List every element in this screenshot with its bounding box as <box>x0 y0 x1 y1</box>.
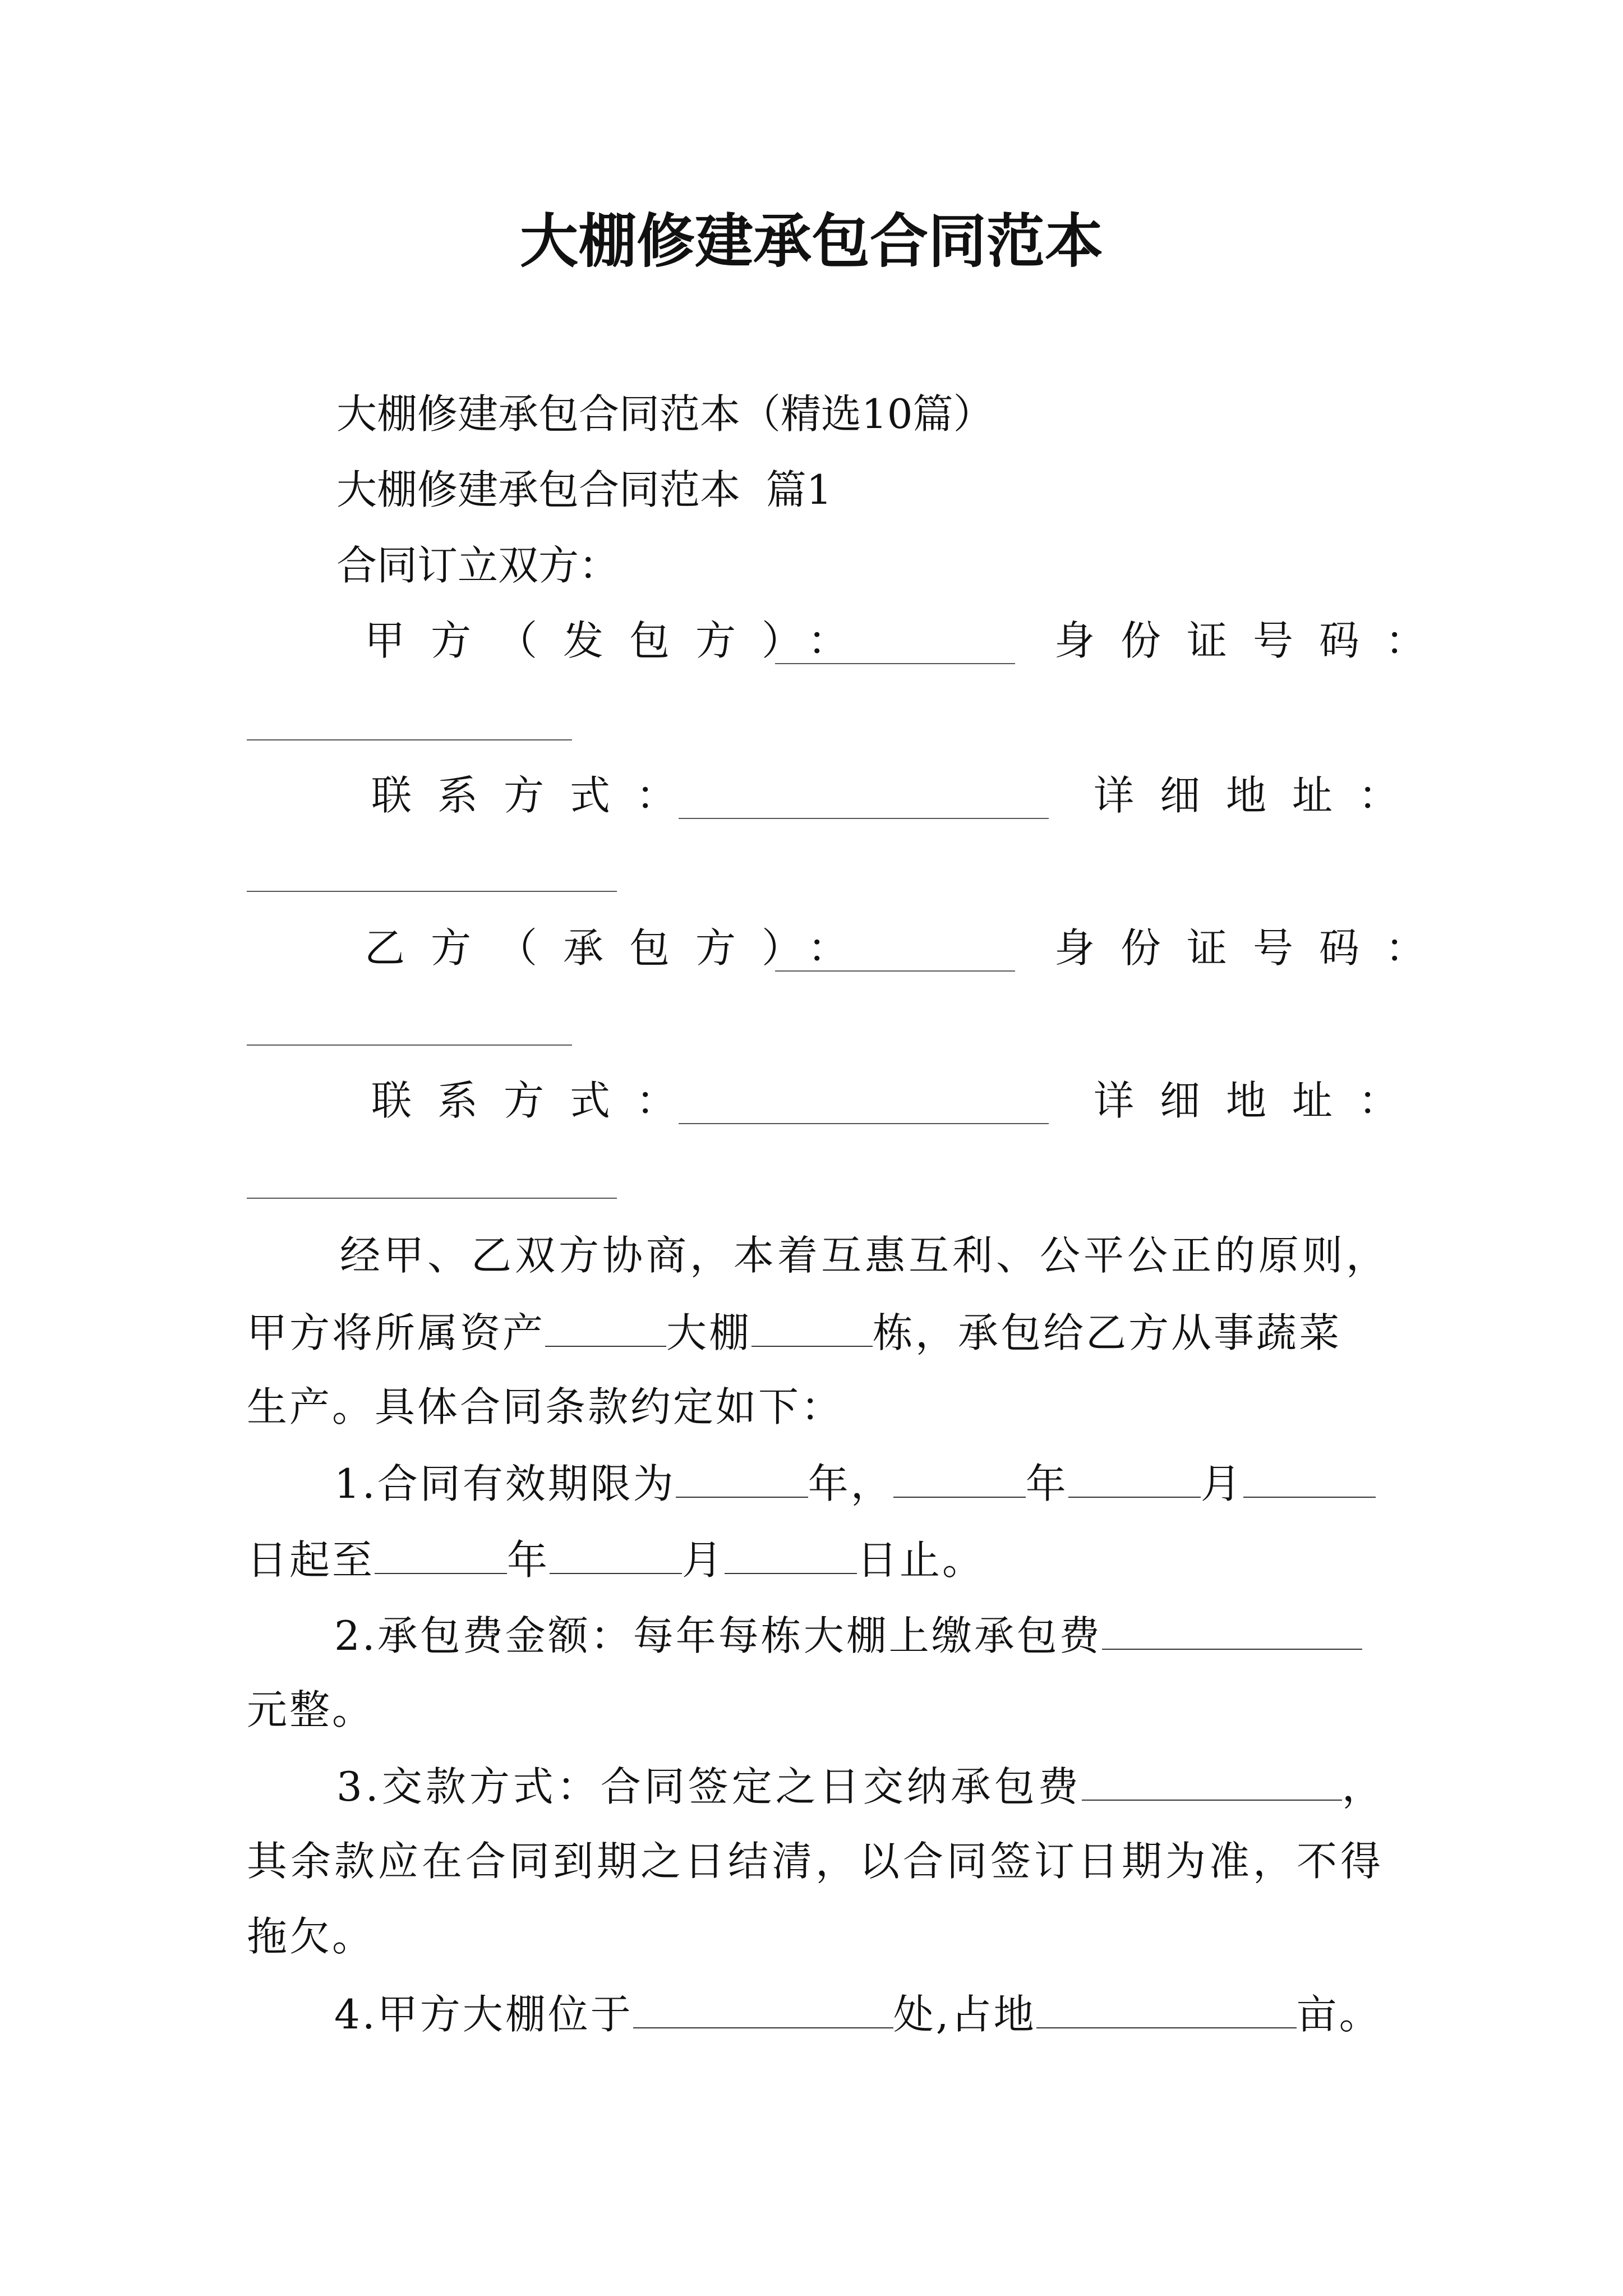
party-b-id-label: 身份证号码： <box>1054 924 1452 972</box>
party-a-address-label: 详细地址： <box>1094 772 1425 819</box>
party-a-address-blank <box>247 891 617 892</box>
clause3-line2: 其余款应在合同到期之日结清，以合同签订日期为准，不得 <box>247 1838 1385 1885</box>
clause1-line2: 日起至 年 月 日止。 <box>247 1530 985 1588</box>
party-a-id-label: 身份证号码： <box>1054 617 1452 664</box>
party-b-address-blank <box>247 1198 617 1199</box>
party-b-contact-label: 联系方式： <box>371 1077 703 1124</box>
party-a-label: 甲方（发包方）： <box>365 617 874 664</box>
party-b-name-blank <box>775 970 1015 972</box>
party-b-id-blank <box>247 1045 572 1046</box>
party-b-contact-blank <box>679 1123 1049 1124</box>
clause2-line1: 2.承包费金额：每年每栋大棚上缴承包费 <box>334 1606 1362 1664</box>
section-heading: 大棚修建承包合同范本 篇1 <box>336 466 832 513</box>
party-a-contact-label: 联系方式： <box>371 772 703 819</box>
party-a-contact-blank <box>679 818 1049 819</box>
clause4-line1: 4.甲方大棚位于 处,占地 亩。 <box>334 1985 1382 2042</box>
party-b-label: 乙方（承包方）： <box>365 924 874 972</box>
para1-line1: 经甲、乙双方协商，本着互惠互利、公平公正的原则， <box>340 1232 1390 1279</box>
para1-line2: 甲方将所属资产 大棚 栋，承包给乙方从事蔬菜 <box>247 1303 1341 1361</box>
party-b-address-label: 详细地址： <box>1094 1077 1425 1124</box>
para1-line3: 生产。具体合同条款约定如下： <box>247 1383 844 1430</box>
clause3-line1: 3.交款方式：合同签定之日交纳承包费 ， <box>336 1757 1386 1815</box>
document-title: 大棚修建承包合同范本 <box>519 206 1103 275</box>
parties-intro: 合同订立双方： <box>336 542 620 589</box>
party-a-name-blank <box>775 663 1015 664</box>
clause2-line2: 元整。 <box>247 1686 375 1733</box>
party-a-id-blank <box>247 739 572 740</box>
clause1-line1: 1.合同有效期限为 年， 年 月 <box>334 1454 1376 1512</box>
subtitle: 大棚修建承包合同范本（精选10篇） <box>336 390 994 438</box>
clause3-line3: 拖欠。 <box>247 1913 375 1960</box>
